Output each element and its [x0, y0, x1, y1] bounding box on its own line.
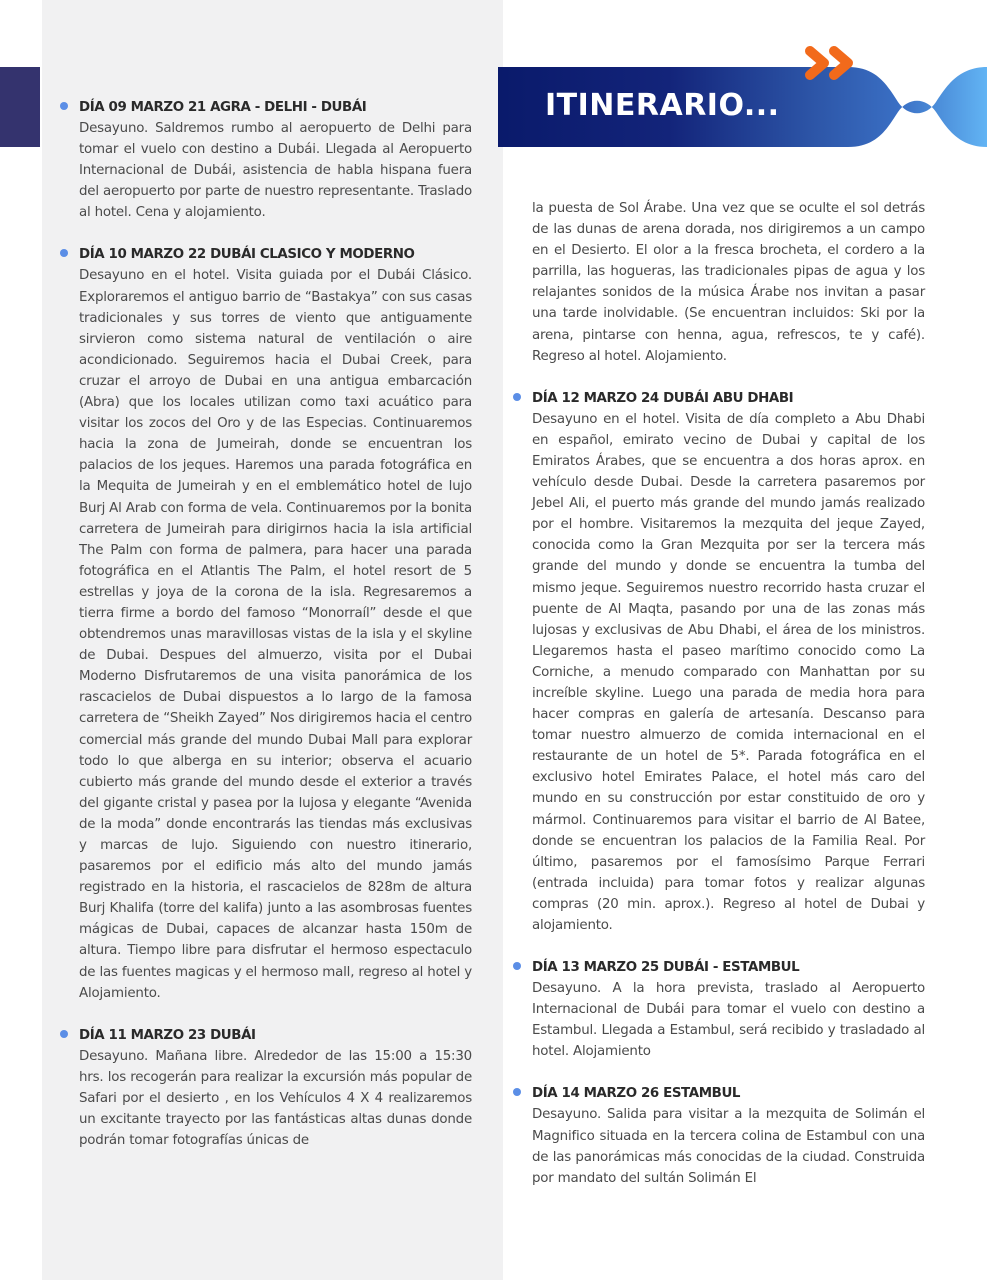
page-title: ITINERARIO...: [545, 88, 780, 123]
bullet-icon: [513, 1088, 521, 1096]
day-description: Desayuno. Salida para visitar a la mezquita de Solimán el Magnifico situada en la tercera colina de Estambul con una de las panorámicas más conocidas de la ciudad. Construida por mandato del sultán Solimán El: [532, 1107, 925, 1186]
day-heading: DÍA 11 MARZO 23 DUBÁI: [79, 1027, 256, 1043]
bullet-icon: [60, 249, 68, 257]
itinerary-day: [513, 388, 925, 936]
bullet-icon: [60, 102, 68, 110]
bullet-icon: [513, 393, 521, 401]
day-heading: DÍA 14 MARZO 26 ESTAMBUL: [532, 1086, 741, 1102]
day-heading: DÍA 13 MARZO 25 DUBÁI - ESTAMBUL: [532, 960, 800, 976]
itinerary-day: [60, 244, 472, 1003]
left-column: [60, 97, 472, 1172]
itinerary-day: [60, 1025, 472, 1151]
itinerary-day: [513, 1083, 925, 1188]
day-heading: DÍA 12 MARZO 24 DUBÁI ABU DHABI: [532, 390, 794, 406]
day-description: Desayuno. Mañana libre. Alrededor de las 15:00 a 15:30 hrs. los recogerán para realizar la excursión más popular de Safari por el desierto , en los Vehículos 4 X 4 realizaremos un excitante trayecto por las fantásticas altas dunas donde podrán tomar fotografías únicas de: [79, 1048, 472, 1149]
day-description: Desayuno en el hotel. Visita de día completo a Abu Dhabi en español, emirato vecino de Dubai y capital de los Emiratos Árabes, que se encuentra a dos horas aprox. en vehículo desde Dubai. Desde la carretera pasaremos por Jebel Ali, el puerto más grande del mundo jamás realizado por el hombre. Visitaremos la mezquita del jeque Zayed, conocida como la Gran Mezquita por ser la tercera más grande del mundo y donde se encuentra la tumba del mismo jeque. Seguiremos nuestro recorrido hasta cruzar el puente de Al Maqta, pasando por una de las zonas más lujosas y exclusivas de Abu Dhabi, el área de los ministros. Llegaremos hasta el paseo marítimo conocido como La Corniche, a menudo comparado con Manhattan por su increíble skyline. Luego una parada de media hora para hacer compras en galería de artesanía. Descanso para tomar nuestro almuerzo de comida internacional en el restaurante de un hotel de 5*. Parada fotográfica en el exclusivo hotel Emirates Palace, el hotel más caro del mundo en su construcción por estar constituido de oro y mármol. Continuaremos para visitar el barrio de Al Batee, donde se encuentran los palacios de la Familia Real. Por último, pasaremos por el famosísimo Parque Ferrari (entrada incluida) para tomar fotos y realizar algunas compras (20 min. aprox.). Regreso al hotel de Dubai y alojamiento.: [532, 411, 925, 933]
day-description-continuation: la puesta de Sol Árabe. Una vez que se oculte el sol detrás de las dunas de arena dorada, nos dirigiremos a un campo en el Desierto. El olor a la fresca brocheta, el cordero a la parrilla, las hogueras, las tradicionales pipas de agua y los relajantes sonidos de la música Árabe nos invitan a pasar una tarde inolvidable. (Se encuentran incluidos: Ski por la arena, pintarse con henna, agua, refrescos, te y café). Regreso al hotel. Alojamiento.: [532, 201, 925, 364]
day-heading: DÍA 09 MARZO 21 AGRA - DELHI - DUBÁI: [79, 100, 367, 115]
left-page-tab-decoration: [0, 67, 40, 147]
day-description: Desayuno en el hotel. Visita guiada por el Dubái Clásico. Exploraremos el antiguo barrio de “Bastakya” con sus casas tradicionales y sus torres de viento que antiguamente sirvieron como sistema natural de ventilación o aire acondicionado. Seguiremos hacia el Dubai Creek, para cruzar el arroyo de Dubai en una antigua embarcación (Abra) que los locales utilizan como taxi acuático para visitar los zocos del Oro y de las Especias. Continuaremos hacia la zona de Jumeirah, donde se encuentran los palacios de los jeques. Haremos una parada fotográfica en la Mequita de Jumeirah y en el emblemático hotel de lujo Burj Al Arab con forma de vela. Continuaremos por la bonita carretera de Jumeirah para dirigirnos hacia la isla artificial The Palm con forma de palmera, para hacer una parada fotográfica en el Atlantis The Palm, el hotel resort de 5 estrellas y joya de la corona de la isla. Regresaremos a tierra firme a bordo del famoso “Monorraíl” desde el que obtendremos unas maravillosas vistas de la isla y el skyline de Dubai. Despues del almuerzo, visita por el Dubai Moderno Disfrutaremos de una visita panorámica de los rascacielos de Dubai dispuestos a lo largo de la famosa carretera de “Sheikh Zayed” Nos dirigiremos hacia el centro comercial más grande del mundo Dubai Mall para explorar todo lo que alberga en su interior; observa el acuario cubierto más grande del mundo desde el exterior a través del gigante cristal y pasea por la lujosa y elegante “Avenida de la moda” donde encontrarás las tiendas más exclusivas y marcas de lujo. Siguiendo con nuestro itinerario, pasaremos por el edificio más alto del mundo jamás registrado en la historia, el rascacielos de 828m de altura Burj Khalifa (torre del kalifa) junto a las asombrosas fuentes mágicas de Dubai, capaces de alcanzar hasta 150m de altura. Tiempo libre para disfrutar el hermoso espectaculo de las fuentes magicas y el hermoso mall, regreso al hotel y Alojamiento.: [79, 268, 472, 1001]
itinerary-day: [60, 97, 472, 223]
bullet-icon: [513, 962, 521, 970]
itinerary-day: [513, 957, 925, 1062]
itinerary-banner: [498, 67, 987, 147]
right-column: [513, 198, 925, 1210]
day-heading: DÍA 10 MARZO 22 DUBÁI CLASICO Y MODERNO: [79, 247, 415, 263]
bullet-icon: [60, 1030, 68, 1038]
day-description: Desayuno. Saldremos rumbo al aeropuerto de Delhi para tomar el vuelo con destino a Dubái. Llegada al Aeropuerto Internacional de Dubái, asistencia de habla hispana fuera del aeropuerto por parte de nuestro representante. Traslado al hotel. Cena y alojamiento.: [79, 121, 472, 221]
day-description: Desayuno. A la hora prevista, traslado al Aeropuerto Internacional de Dubái para tomar el vuelo con destino a Estambul. Llegada a Estambul, será recibido y trasladado al hotel. Alojamiento: [532, 981, 925, 1060]
